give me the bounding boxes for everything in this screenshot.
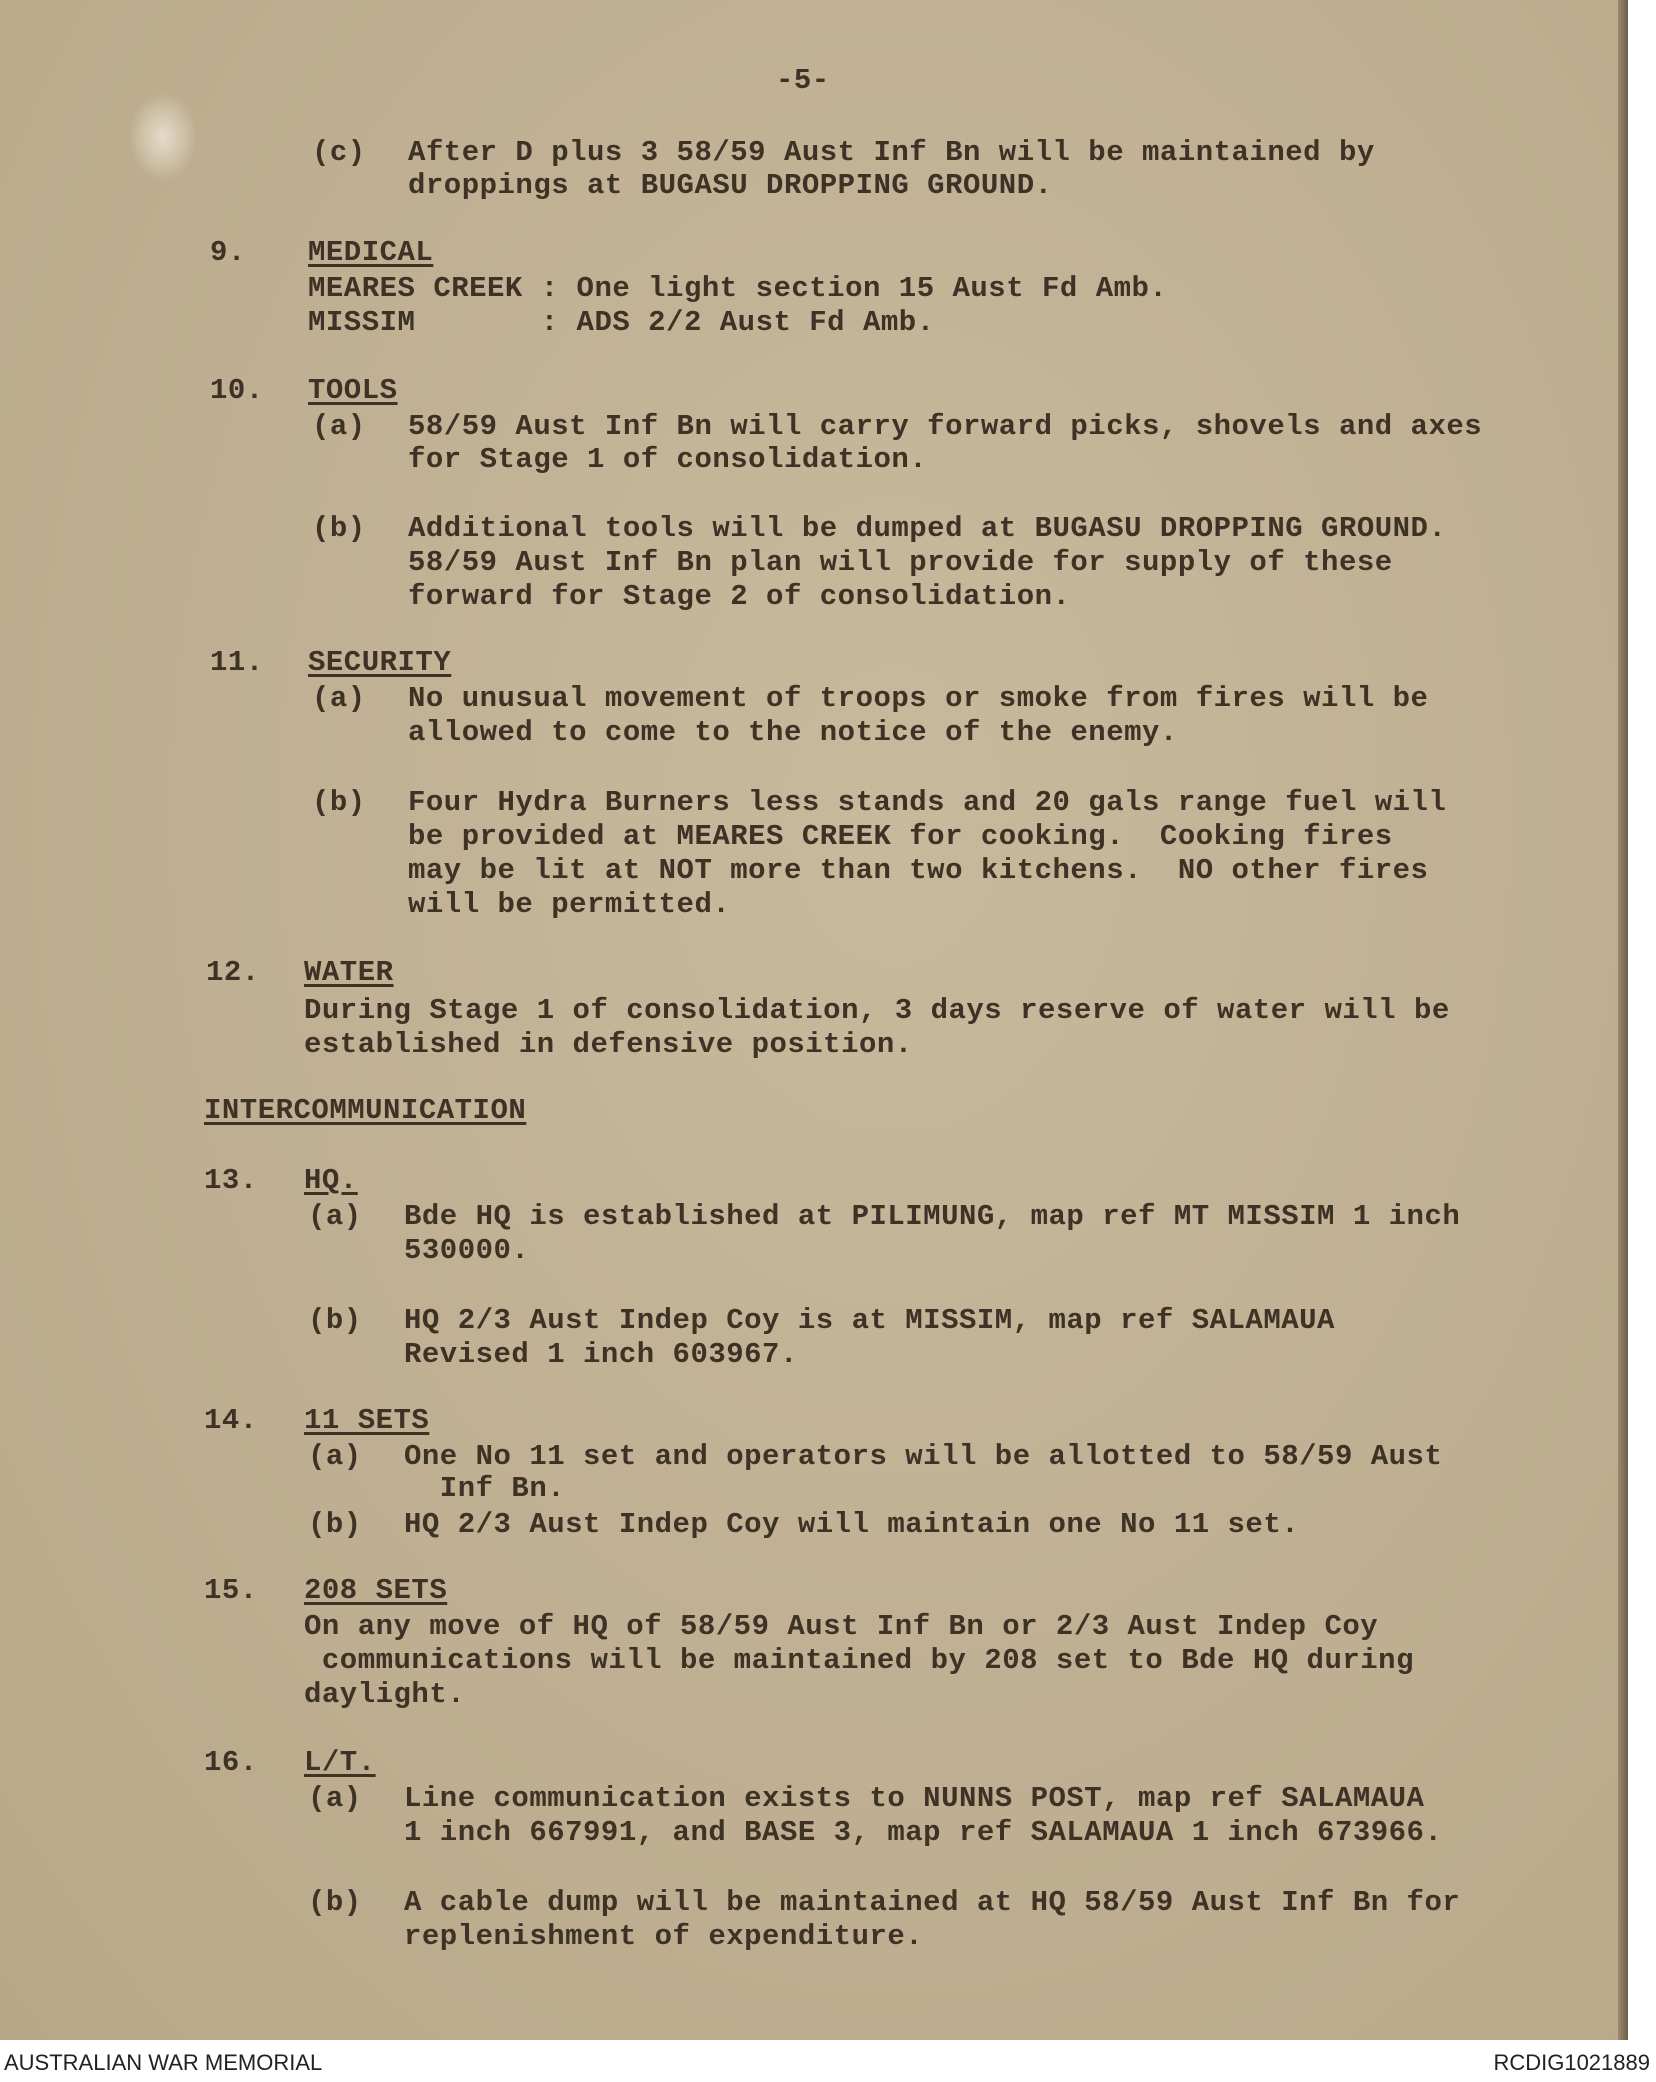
archive-footer (0, 2040, 1656, 2082)
section-heading: L/T. (304, 1746, 376, 1779)
section-heading: WATER (304, 956, 394, 989)
paragraph-line: 58/59 Aust Inf Bn plan will provide for supply of these (408, 546, 1393, 579)
section-heading: HQ. (304, 1164, 358, 1197)
page-number: -5- (776, 64, 830, 97)
paragraph-line: Inf Bn. (404, 1472, 566, 1505)
footer-reference-id: RCDIG1021889 (1493, 2050, 1650, 2075)
paragraph-line: for Stage 1 of consolidation. (408, 443, 928, 476)
paragraph-line: 530000. (404, 1234, 530, 1267)
paragraph-line: 58/59 Aust Inf Bn will carry forward picks, shovels and axes (408, 410, 1483, 443)
part-heading: INTERCOMMUNICATION (204, 1094, 527, 1127)
paragraph-line: After D plus 3 58/59 Aust Inf Bn will be maintained by (408, 136, 1375, 169)
paragraph-line: A cable dump will be maintained at HQ 58/59 Aust Inf Bn for (404, 1886, 1461, 1919)
section-number: 9. (210, 236, 246, 269)
subpara-label: (b) (308, 1508, 362, 1541)
subpara-label: (b) (312, 512, 366, 545)
section-number: 12. (206, 956, 260, 989)
paragraph-line: During Stage 1 of consolidation, 3 days reserve of water will be (304, 994, 1450, 1027)
section-number: 11. (210, 646, 264, 679)
section-number: 16. (204, 1746, 258, 1779)
section-number: 13. (204, 1164, 258, 1197)
paragraph-line: established in defensive position. (304, 1028, 913, 1061)
paragraph-line: communications will be maintained by 208 set to Bde HQ during (304, 1644, 1414, 1677)
paragraph-line: Line communication exists to NUNNS POST, map ref SALAMAUA (404, 1782, 1425, 1815)
paragraph-line: droppings at BUGASU DROPPING GROUND. (408, 169, 1053, 202)
section-number: 14. (204, 1404, 258, 1437)
paragraph-line: No unusual movement of troops or smoke from fires will be (408, 682, 1429, 715)
subpara-label: (a) (308, 1440, 362, 1473)
section-heading: MEDICAL (308, 236, 434, 269)
subpara-label: (a) (312, 682, 366, 715)
subpara-label: (b) (312, 786, 366, 819)
paragraph-line: Additional tools will be dumped at BUGASU DROPPING GROUND. (408, 512, 1447, 545)
paragraph-line: HQ 2/3 Aust Indep Coy is at MISSIM, map ref SALAMAUA (404, 1304, 1335, 1337)
paragraph-line: replenishment of expenditure. (404, 1920, 924, 1953)
paragraph-line: forward for Stage 2 of consolidation. (408, 580, 1071, 613)
subpara-label: (b) (308, 1886, 362, 1919)
paragraph-line: allowed to come to the notice of the enemy. (408, 716, 1178, 749)
subpara-label: (a) (312, 410, 366, 443)
paragraph-line: Revised 1 inch 603967. (404, 1338, 798, 1371)
paragraph-line: Four Hydra Burners less stands and 20 gals range fuel will (408, 786, 1447, 819)
paragraph-line: daylight. (304, 1678, 466, 1711)
paragraph-line: may be lit at NOT more than two kitchens. NO other fires (408, 854, 1429, 887)
section-heading: TOOLS (308, 374, 398, 407)
paragraph-line: On any move of HQ of 58/59 Aust Inf Bn or 2/3 Aust Indep Coy (304, 1610, 1379, 1643)
subpara-label: (b) (308, 1304, 362, 1337)
paragraph-line: be provided at MEARES CREEK for cooking. Cooking fires (408, 820, 1393, 853)
footer-source: AUSTRALIAN WAR MEMORIAL (4, 2050, 323, 2075)
paragraph-line: Bde HQ is established at PILIMUNG, map ref MT MISSIM 1 inch (404, 1200, 1461, 1233)
paragraph-line: One No 11 set and operators will be allotted to 58/59 Aust (404, 1440, 1443, 1473)
paragraph-line: HQ 2/3 Aust Indep Coy will maintain one No 11 set. (404, 1508, 1300, 1541)
paragraph-line: MEARES CREEK : One light section 15 Aust Fd Amb. (308, 272, 1168, 305)
section-number: 15. (204, 1574, 258, 1607)
section-heading: 11 SETS (304, 1404, 430, 1437)
subpara-label: (c) (312, 136, 366, 169)
paragraph-line: MISSIM : ADS 2/2 Aust Fd Amb. (308, 306, 935, 339)
subpara-label: (a) (308, 1200, 362, 1233)
subpara-label: (a) (308, 1782, 362, 1815)
section-number: 10. (210, 374, 264, 407)
section-heading: 208 SETS (304, 1574, 448, 1607)
paragraph-line: 1 inch 667991, and BASE 3, map ref SALAMAUA 1 inch 673966. (404, 1816, 1443, 1849)
paragraph-line: will be permitted. (408, 888, 731, 921)
section-heading: SECURITY (308, 646, 452, 679)
